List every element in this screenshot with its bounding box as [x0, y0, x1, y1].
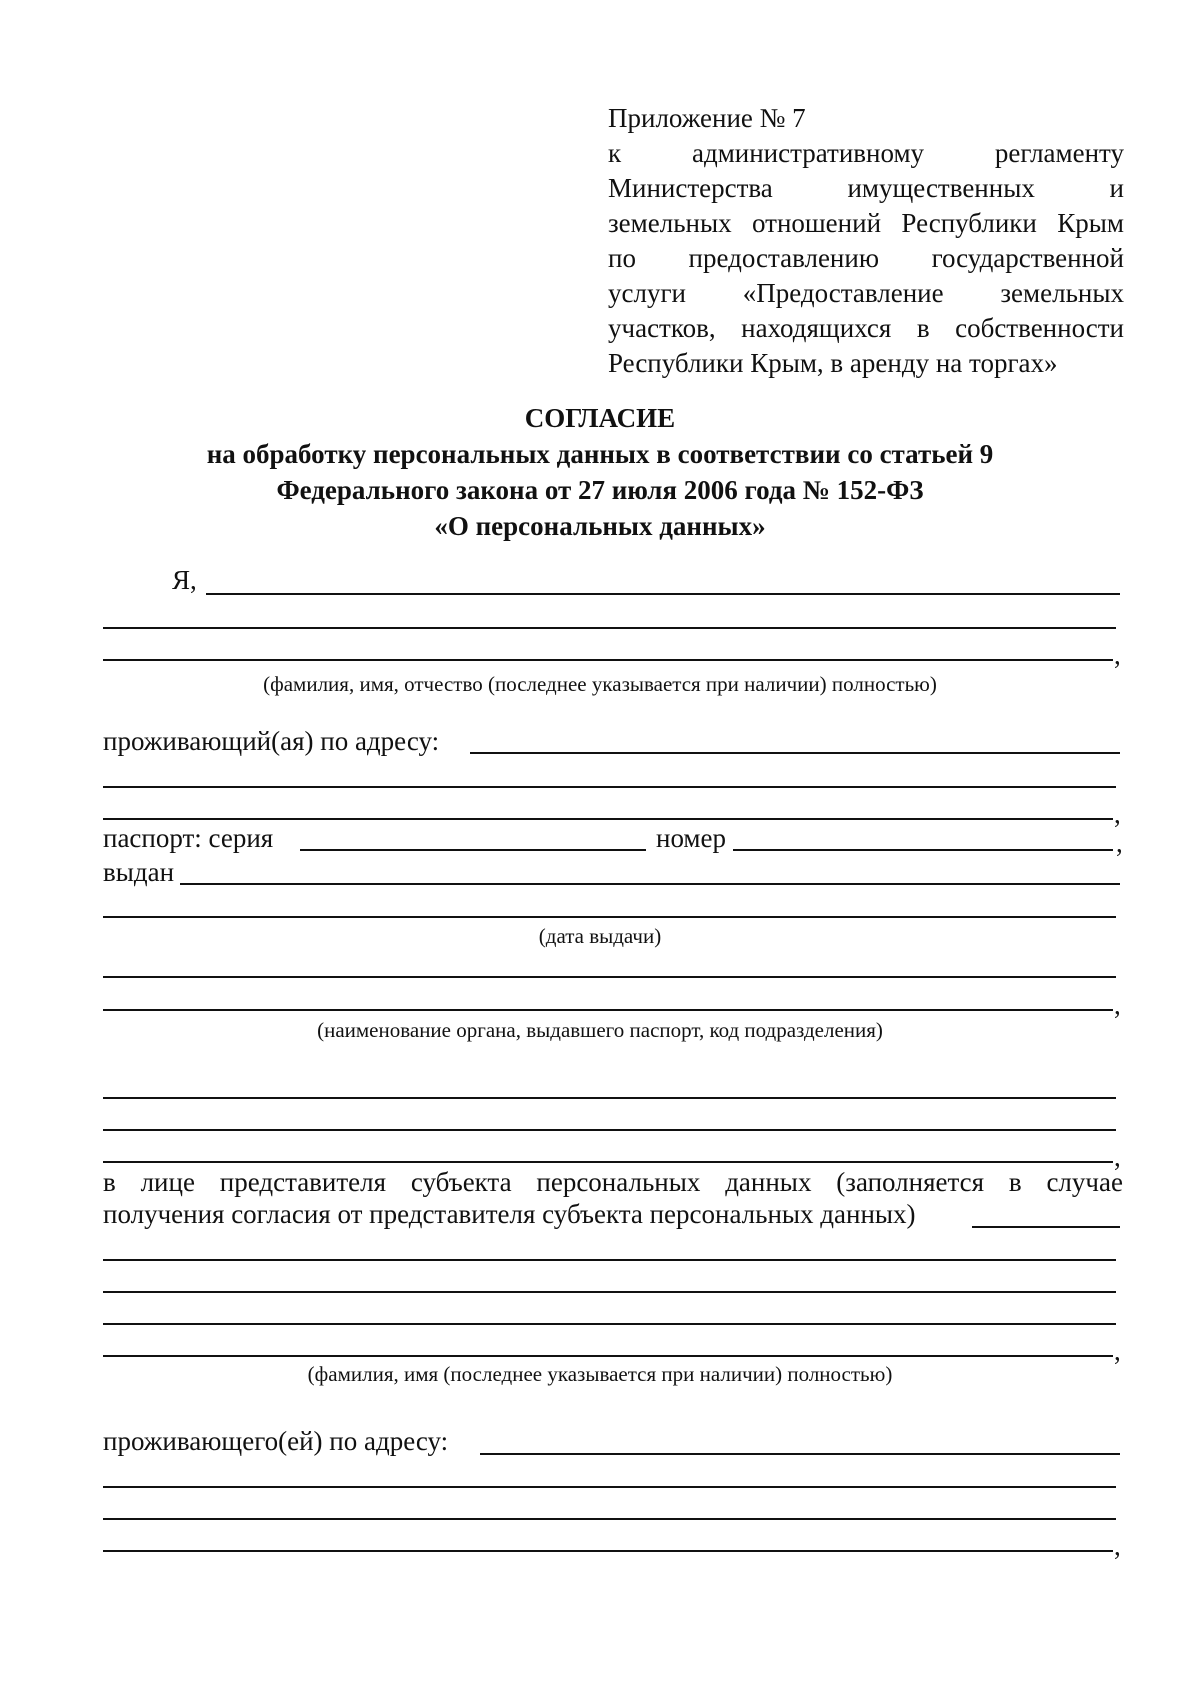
appendix-line-6: услуги «Предоставление земельных [608, 278, 1124, 308]
title-line-4: «О персональных данных» [434, 511, 766, 541]
passport-series-input[interactable] [300, 849, 646, 851]
issuer-caption: (наименование органа, выдавшего паспорт, код подразделения) [317, 1018, 883, 1042]
representative-input-line-2[interactable] [103, 1259, 1116, 1261]
address-input-line-1[interactable] [470, 752, 1120, 754]
comma: , [1114, 640, 1121, 670]
title-line-2: на обработку персональных данных в соответствии со статьей 9 [206, 439, 994, 469]
ya-label: Я, [172, 565, 197, 595]
representative-input-line-5[interactable] [103, 1355, 1113, 1357]
passport-number-input[interactable] [733, 849, 1113, 851]
address-input-line-2[interactable] [103, 786, 1116, 788]
representative-input-line-1[interactable] [972, 1226, 1120, 1228]
appendix-line-5: по предоставлению государственной [608, 243, 1124, 273]
address-label: проживающий(ая) по адресу: [103, 726, 440, 756]
issued-input-line-1[interactable] [180, 883, 1120, 885]
appendix-number: Приложение № 7 [608, 103, 806, 133]
comma: , [1114, 990, 1121, 1020]
representative-line-2: получения согласия от представителя субъекта персональных данных) [103, 1199, 916, 1229]
comma: , [1114, 799, 1121, 829]
appendix-block [608, 101, 1124, 381]
appendix-line-3: Министерства имущественных и [608, 173, 1124, 203]
rep-address-input-line-2[interactable] [103, 1486, 1116, 1488]
rep-address-input-line-3[interactable] [103, 1518, 1116, 1520]
representative-input-line-3[interactable] [103, 1291, 1116, 1293]
blank-line-1[interactable] [103, 1097, 1116, 1099]
representative-input-line-4[interactable] [103, 1323, 1116, 1325]
appendix-line-2: к административному регламенту [608, 138, 1124, 168]
comma: , [1114, 1142, 1121, 1172]
passport-series-label: паспорт: серия [103, 823, 274, 853]
appendix-line-7: участков, находящихся в собственности [608, 313, 1124, 343]
appendix-line-4: земельных отношений Республики Крым [608, 208, 1124, 238]
fio-caption: (фамилия, имя, отчество (последнее указывается при наличии) полностью) [263, 672, 937, 696]
appendix-line-8: Республики Крым, в аренду на торгах» [608, 348, 1058, 378]
rep-address-input-line-1[interactable] [480, 1453, 1120, 1455]
fio-input-line-3[interactable] [103, 659, 1113, 661]
issuer-input-line-1[interactable] [103, 976, 1116, 978]
blank-line-2[interactable] [103, 1129, 1116, 1131]
fio-input-line-1[interactable] [206, 593, 1120, 595]
comma: , [1114, 1336, 1121, 1366]
address-input-line-3[interactable] [103, 818, 1113, 820]
issued-label: выдан [103, 857, 175, 887]
issuer-input-line-2[interactable] [103, 1009, 1113, 1011]
issue-date-caption: (дата выдачи) [538, 924, 662, 948]
comma: , [1116, 828, 1123, 858]
rep-address-input-line-4[interactable] [103, 1550, 1113, 1552]
rep-fio-caption: (фамилия, имя (последнее указывается при наличии) полностью) [307, 1362, 893, 1386]
issued-input-line-2[interactable] [103, 916, 1116, 918]
fio-input-line-2[interactable] [103, 627, 1116, 629]
rep-address-label: проживающего(ей) по адресу: [103, 1426, 449, 1456]
passport-number-label: номер [656, 823, 727, 853]
representative-line-1: в лице представителя субъекта персональных данных (заполняется в случае [103, 1167, 1123, 1197]
comma: , [1114, 1531, 1121, 1561]
blank-line-3[interactable] [103, 1161, 1113, 1163]
document-title: СОГЛАСИЕ [524, 403, 676, 433]
title-line-3: Федерального закона от 27 июля 2006 года № 152-ФЗ [276, 475, 924, 505]
